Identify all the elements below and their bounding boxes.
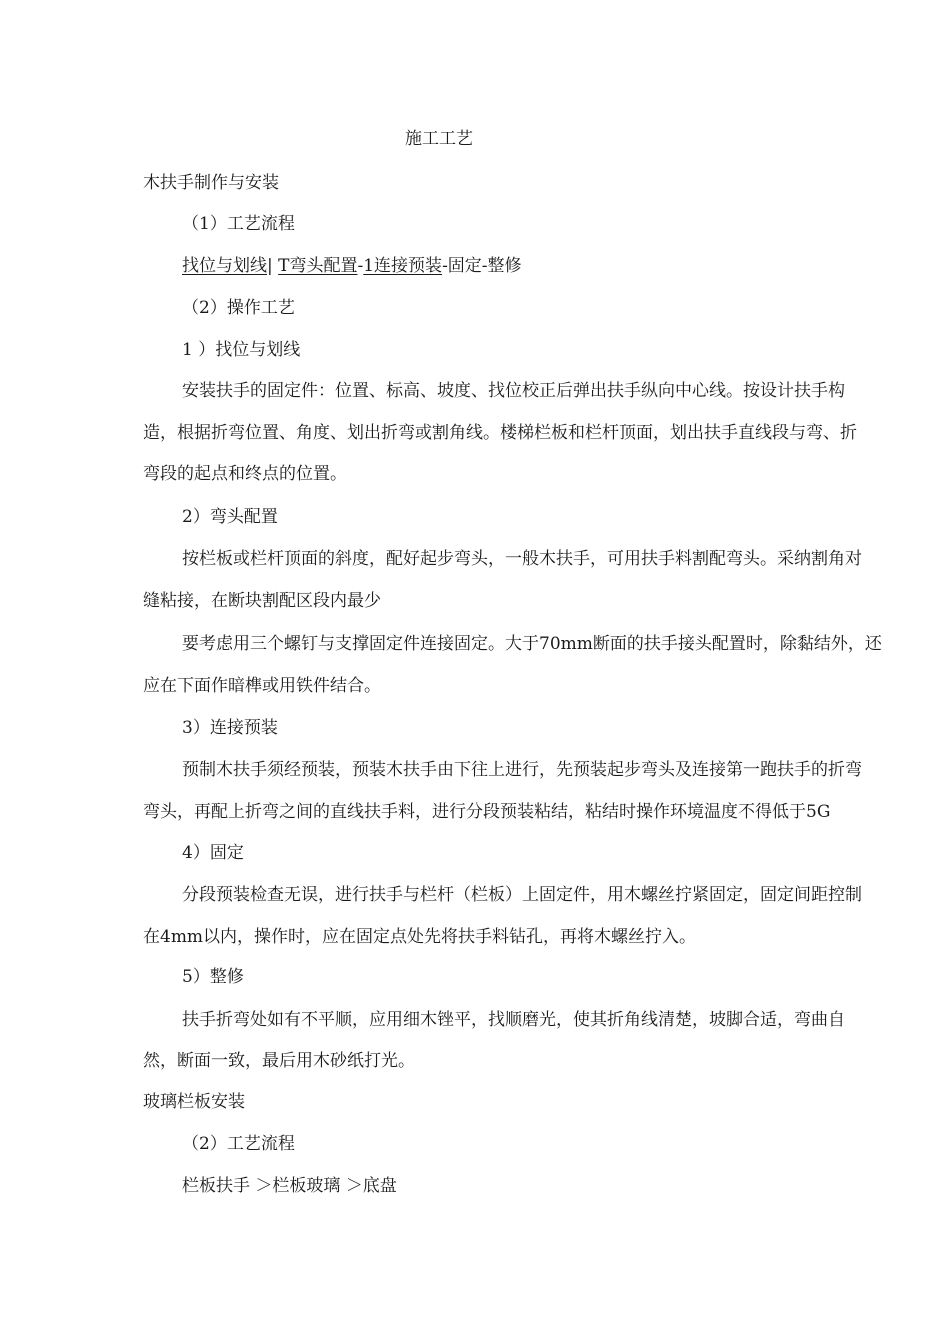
section-heading-glass-panel: 玻璃栏板安装 bbox=[143, 1092, 245, 1112]
paragraph-line: 在4mm以内，操作时，应在固定点处先将扶手料钻孔，再将木螺丝拧入。 bbox=[143, 927, 697, 947]
paragraph-line: 要考虑用三个螺钉与支撑固定件连接固定。大于70mm断面的扶手接头配置时，除黏结外，还 bbox=[182, 634, 882, 654]
paragraph-line: 然，断面一致，最后用木砂纸打光。 bbox=[143, 1051, 415, 1071]
paragraph-line: 扶手折弯处如有不平顺，应用细木锉平，找顺磨光，使其折角线清楚，坡脚合适，弯曲自 bbox=[182, 1010, 845, 1030]
flow-step-elbow: T弯头配置 bbox=[278, 256, 358, 276]
paragraph-line: 弯头，再配上折弯之间的直线扶手料，进行分段预装粘结，粘结时操作环境温度不得低于5G bbox=[143, 802, 831, 822]
paragraph-line: 造，根据折弯位置、角度、划出折弯或割角线。楼梯栏板和栏杆顶面，划出扶手直线段与弯、折 bbox=[143, 423, 857, 443]
paragraph-line: 分段预装检查无误，进行扶手与栏杆（栏板）上固定件，用木螺丝拧紧固定，固定间距控制 bbox=[182, 885, 862, 905]
paragraph-line: 弯段的起点和终点的位置。 bbox=[143, 464, 347, 484]
process-flow-heading: （1）工艺流程 bbox=[182, 214, 295, 234]
step-5-title: 5）整修 bbox=[182, 967, 244, 987]
section-heading-wooden-handrail: 木扶手制作与安装 bbox=[143, 173, 279, 193]
operation-heading: （2）操作工艺 bbox=[182, 298, 295, 318]
step-2-title: 2）弯头配置 bbox=[182, 507, 278, 527]
step-1-title: 1 ）找位与划线 bbox=[182, 340, 301, 360]
flow-step-rest: -固定-整修 bbox=[442, 256, 522, 276]
step-4-title: 4）固定 bbox=[182, 843, 244, 863]
process-flow-line bbox=[182, 255, 522, 277]
process-flow-line-2: 栏板扶手 ＞栏板玻璃 ＞底盘 bbox=[182, 1176, 397, 1196]
paragraph-line: 安装扶手的固定件：位置、标高、坡度、找位校正后弹出扶手纵向中心线。按设计扶手构 bbox=[182, 381, 845, 401]
flow-step-locate: 找位与划线 bbox=[182, 256, 267, 276]
flow-separator: - bbox=[357, 256, 364, 276]
step-3-title: 3）连接预装 bbox=[182, 718, 278, 738]
flow-separator: | bbox=[267, 256, 279, 276]
paragraph-line: 应在下面作暗榫或用铁件结合。 bbox=[143, 676, 381, 696]
process-flow-heading-2: （2）工艺流程 bbox=[182, 1134, 295, 1154]
page-title: 施工工艺 bbox=[405, 129, 473, 149]
paragraph-line: 按栏板或栏杆顶面的斜度，配好起步弯头，一般木扶手，可用扶手料割配弯头。采纳割角对 bbox=[182, 549, 862, 569]
paragraph-line: 缝粘接，在断块割配区段内最少 bbox=[143, 591, 381, 611]
paragraph-line: 预制木扶手须经预装，预装木扶手由下往上进行，先预装起步弯头及连接第一跑扶手的折弯 bbox=[182, 760, 862, 780]
flow-step-preassemble: 1连接预装 bbox=[363, 256, 443, 276]
